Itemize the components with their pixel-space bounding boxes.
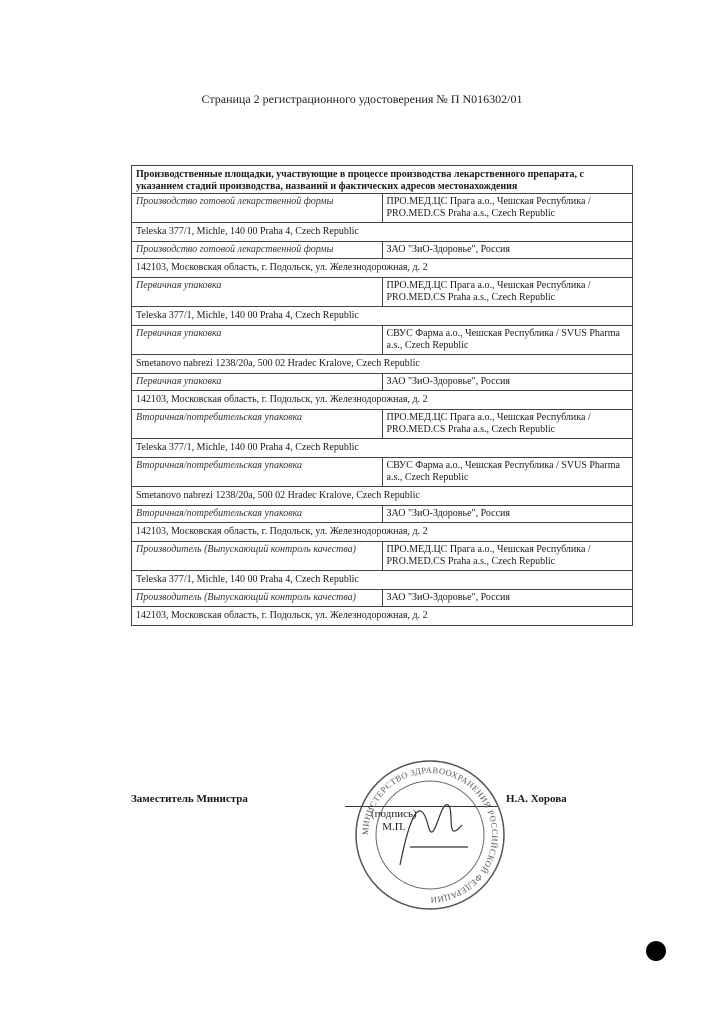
stamp-inner-ring xyxy=(376,781,484,889)
signatory-title: Заместитель Министра xyxy=(131,793,248,805)
manufacturer-name: ЗАО "ЗиО-Здоровье", Россия xyxy=(382,242,633,259)
site-address: 142103, Московская область, г. Подольск, ул. Железнодорожная, д. 2 xyxy=(132,259,633,278)
table-row xyxy=(132,194,633,223)
page-title: Страница 2 регистрационного удостоверения № П N016302/01 xyxy=(201,92,523,106)
production-stage: Производитель (Выпускающий контроль качества) xyxy=(132,542,383,571)
address-row xyxy=(132,523,633,542)
address-row xyxy=(132,571,633,590)
site-address: Smetanovo nabrezi 1238/20a, 500 02 Hradec Kralove, Czech Republic xyxy=(132,487,633,506)
seal-mark: М.П. xyxy=(382,821,406,833)
table-heading-row xyxy=(132,166,633,194)
site-address: Teleska 377/1, Michle, 140 00 Praha 4, Czech Republic xyxy=(132,223,633,242)
table-row xyxy=(132,458,633,487)
address-row xyxy=(132,439,633,458)
table-row xyxy=(132,410,633,439)
production-stage: Первичная упаковка xyxy=(132,278,383,307)
production-stage: Первичная упаковка xyxy=(132,326,383,355)
table-heading: Производственные площадки, участвующие в процессе производства лекарственного препарата, с указанием стадий производства, названий и фактических адресов местонахождения xyxy=(132,166,633,194)
signature-caption: (подпись) xyxy=(371,808,417,820)
table-row xyxy=(132,590,633,607)
address-row xyxy=(132,487,633,506)
production-stage: Вторичная/потребительская упаковка xyxy=(132,506,383,523)
table-row xyxy=(132,506,633,523)
address-row xyxy=(132,391,633,410)
manufacturer-name: ЗАО "ЗиО-Здоровье", Россия xyxy=(382,506,633,523)
site-address: 142103, Московская область, г. Подольск, ул. Железнодорожная, д. 2 xyxy=(132,607,633,626)
address-row xyxy=(132,355,633,374)
address-row xyxy=(132,607,633,626)
signatory-name: Н.А. Хорова xyxy=(506,793,567,805)
manufacturer-name: ПРО.МЕД.ЦС Прага а.о., Чешская Республика / PRO.MED.CS Praha a.s., Czech Republic xyxy=(382,278,633,307)
address-row xyxy=(132,259,633,278)
table-row xyxy=(132,326,633,355)
production-stage: Производство готовой лекарственной формы xyxy=(132,242,383,259)
signature-scribble xyxy=(400,805,468,865)
production-stage: Производитель (Выпускающий контроль качества) xyxy=(132,590,383,607)
address-row xyxy=(132,223,633,242)
table-row xyxy=(132,542,633,571)
site-address: Teleska 377/1, Michle, 140 00 Praha 4, Czech Republic xyxy=(132,439,633,458)
production-stage: Вторичная/потребительская упаковка xyxy=(132,410,383,439)
manufacturer-name: ПРО.МЕД.ЦС Прага а.о., Чешская Республика / PRO.MED.CS Praha a.s., Czech Republic xyxy=(382,194,633,223)
manufacturer-name: ПРО.МЕД.ЦС Прага а.о., Чешская Республика / PRO.MED.CS Praha a.s., Czech Republic xyxy=(382,410,633,439)
manufacturer-name: СВУС Фарма а.о., Чешская Республика / SVUS Pharma a.s., Czech Republic xyxy=(382,458,633,487)
site-address: 142103, Московская область, г. Подольск, ул. Железнодорожная, д. 2 xyxy=(132,523,633,542)
production-stage: Производство готовой лекарственной формы xyxy=(132,194,383,223)
address-row xyxy=(132,307,633,326)
manufacturer-name: ПРО.МЕД.ЦС Прага а.о., Чешская Республика / PRO.MED.CS Praha a.s., Czech Republic xyxy=(382,542,633,571)
stamp-ring-text: МИНИСТЕРСТВО ЗДРАВООХРАНЕНИЯ РОССИЙСКОЙ ФЕДЕРАЦИИ xyxy=(359,764,501,906)
manufacturer-name: ЗАО "ЗиО-Здоровье", Россия xyxy=(382,374,633,391)
site-address: Teleska 377/1, Michle, 140 00 Praha 4, Czech Republic xyxy=(132,571,633,590)
table-row xyxy=(132,278,633,307)
site-address: Smetanovo nabrezi 1238/20a, 500 02 Hradec Kralove, Czech Republic xyxy=(132,355,633,374)
production-stage: Вторичная/потребительская упаковка xyxy=(132,458,383,487)
production-stage: Первичная упаковка xyxy=(132,374,383,391)
manufacturer-name: СВУС Фарма а.о., Чешская Республика / SVUS Pharma a.s., Czech Republic xyxy=(382,326,633,355)
manufacturer-name: ЗАО "ЗиО-Здоровье", Россия xyxy=(382,590,633,607)
stamp-outer-ring xyxy=(356,761,504,909)
official-stamp xyxy=(350,755,510,915)
page-marker-dot xyxy=(646,941,666,961)
table-row xyxy=(132,374,633,391)
site-address: Teleska 377/1, Michle, 140 00 Praha 4, Czech Republic xyxy=(132,307,633,326)
site-address: 142103, Московская область, г. Подольск, ул. Железнодорожная, д. 2 xyxy=(132,391,633,410)
manufacturing-sites-table xyxy=(131,165,633,626)
table-row xyxy=(132,242,633,259)
